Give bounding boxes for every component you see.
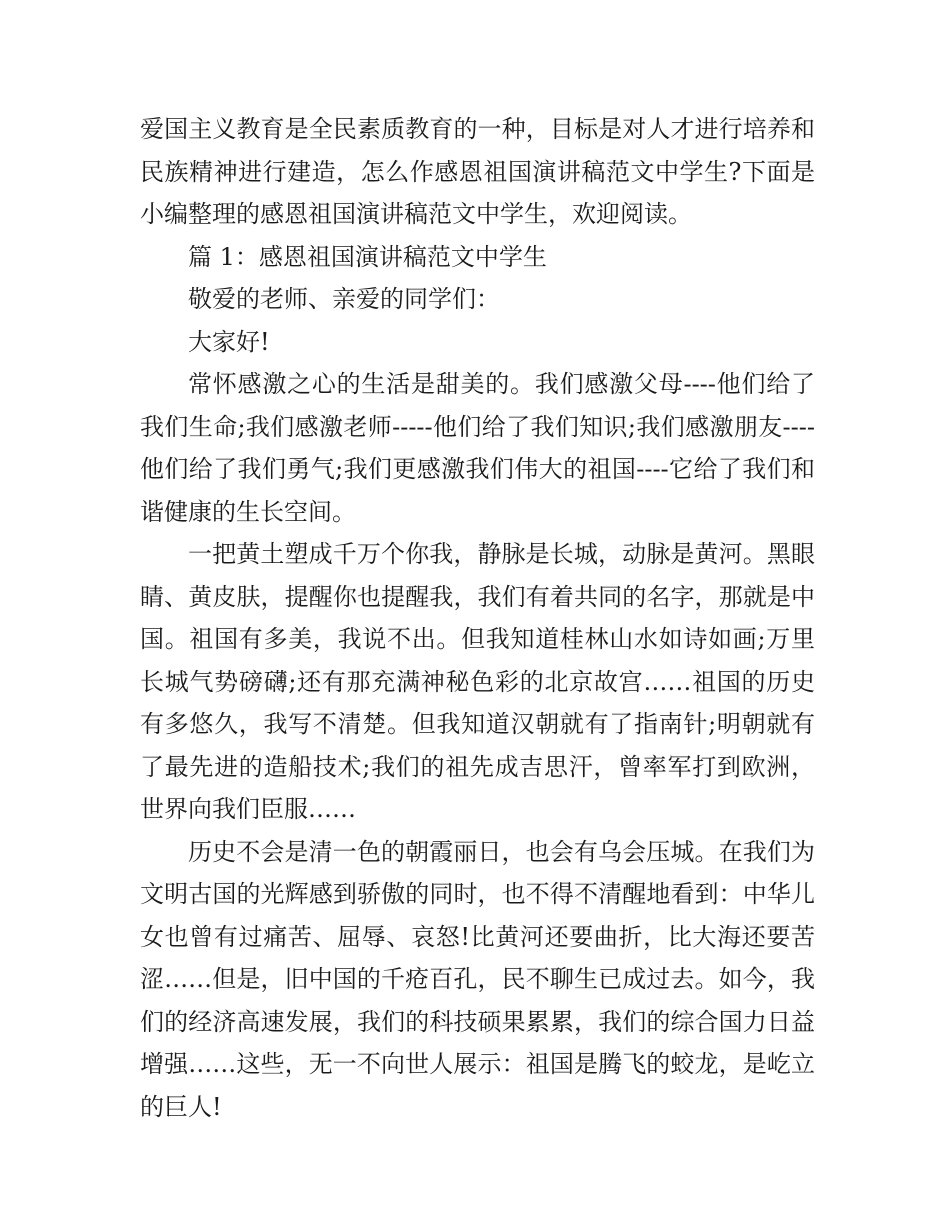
body-paragraph-homeland: 一把黄土塑成千万个你我，静脉是长城，动脉是黄河。黑眼睛、黄皮肤，提醒你也提醒我，我们有着共同的名字，那就是中国。祖国有多美，我说不出。但我知道桂林山水如诗如画;万里长城气势磅礴;还有那充满神秘色彩的北京故宫……祖国的历史有多悠久，我写不清楚。但我知道汉朝就有了指南针;明朝就有了最先进的造船技术;我们的祖先成吉思汗，曾率军打到欧洲，世界向我们臣服…… [140, 540, 815, 823]
greeting: 大家好! [188, 327, 270, 356]
body-paragraph-history: 历史不会是清一色的朝霞丽日，也会有乌会压城。在我们为文明古国的光辉感到骄傲的同时，也不得不清醒地看到：中华儿女也曾有过痛苦、屈辱、哀怒!比黄河还要曲折，比大海还要苦涩……但是，旧中国的千疮百孔，民不聊生已成过去。如今，我们的经济高速发展，我们的科技硕果累累，我们的综合国力日益增强……这些，无一不向世人展示：祖国是腾飞的蛟龙，是屹立的巨人! [140, 837, 815, 1121]
section-heading: 篇 1：感恩祖国演讲稿范文中学生 [188, 242, 547, 271]
body-paragraph-gratitude: 常怀感激之心的生活是甜美的。我们感激父母----他们给了我们生命;我们感激老师-----他们给了我们知识;我们感激朋友----他们给了我们勇气;我们更感激我们伟大的祖国----它给了我们和谐健康的生长空间。 [140, 370, 815, 526]
document-page [140, 108, 815, 1128]
salutation: 敬爱的老师、亲爱的同学们： [188, 285, 500, 313]
intro-paragraph: 爱国主义教育是全民素质教育的一种，目标是对人才进行培养和民族精神进行建造，怎么作感恩祖国演讲稿范文中学生?下面是小编整理的感恩祖国演讲稿范文中学生，欢迎阅读。 [140, 115, 815, 228]
